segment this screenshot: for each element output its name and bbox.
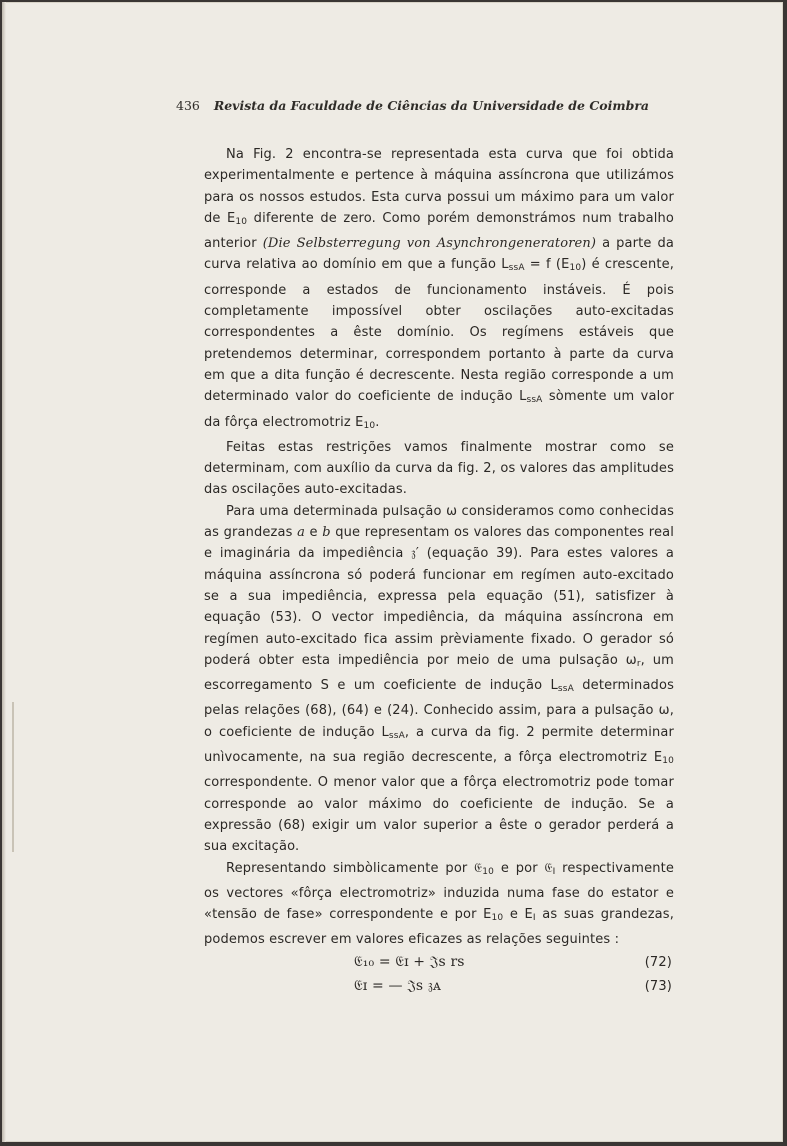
equation-73 — [204, 975, 674, 999]
equation-number: (72) — [644, 954, 672, 970]
equation-72 — [204, 951, 674, 975]
cited-work-title: (Die Selbsterregung von Asynchrongeneratoren) — [262, 236, 597, 252]
paragraph-2: Feitas estas restrições vamos finalmente mostrar como se determinam, com auxílio da curva da fig. 2, os valores das amplitudes das oscilações auto-excitadas. — [204, 439, 674, 498]
page-margin-mark — [12, 702, 14, 852]
equation-expression: 𝔈₁₀ = 𝔈ɪ + 𝔍s rs — [354, 953, 465, 970]
paragraph-4: Representando simbòlicamente por 𝔈$_{10}$ e por 𝔈$_I$ respectivamente os vectores «fôrça electromotriz» induzida numa fase do estator e «tensão de fase» correspondente e por $E_{10}$ e $E_I$ as suas grandezas, podemos escrever em valores eficazes as relações seguintes : — [204, 860, 674, 948]
paragraph-3: Para uma determinada pulsação ω consideramos como conhecidas as grandezas a e b que representam os valores das componentes real e imaginária da impediência 𝔷′ (equação 39). Para estes valores a máquina assíncrona só poderá funcionar em regímen auto-excitado se a sua impediência, expressa pela equação (51), satisfizer à equação (53). O vector impediência, da máquina assíncrona em regímen auto-excitado fica assim prèviamente fixado. O gerador só poderá obter esta impediência por meio de uma pulsação $\omega_r$, um escorregamento S e um coeficiente de indução $L_{ssA}$ determinados pelas relações (68), (64) e (24). Conhecido assim, para a pulsação ω, o coeficiente de indução $L_{ssA}$, a curva da fig. 2 permite determinar unìvocamente, na sua região decrescente, a fôrça electromotriz $E_{10}$ correspondente. O menor valor que a fôrça electromotriz pode tomar corresponde ao valor máximo do coeficiente de indução. Se a expressão (68) exigir um valor superior a êste o gerador perderá a sua excitação. — [204, 503, 675, 855]
running-title: Revista da Faculdade de Ciências da Universidade de Coimbra — [213, 98, 650, 113]
paragraph-1: Na Fig. 2 encontra-se representada esta curva que foi obtida experimentalmente e pertence à máquina assíncrona que utilizámos para os nossos estudos. Esta curva possui um máximo para um valor de $E_{10}$ diferente de zero. Como porém demonstrámos num trabalho anterior (Die Selbsterregung von Asynchrongeneratoren) a parte da curva relativa ao domínio em que a função $L_{ssA} = f$ $(E_{10})$ é crescente, corresponde a estados de funcionamento instáveis. É pois completamente impossível obter oscilações auto-excitadas correspondentes a êste domínio. Os regímens estáveis que pretendemos determinar, correspondem portanto à parte da curva em que a dita função é decrescente. Nesta região corresponde a um determinado valor do coeficiente de indução $L_{ssA}$ sòmente um valor da fôrça electromotriz $E_{10}$. — [204, 147, 675, 431]
equation-expression: 𝔈ɪ = — 𝔍s 𝔷ᴀ — [354, 977, 442, 994]
book-page — [2, 2, 783, 1142]
page-number: 436 — [176, 98, 200, 113]
running-header — [176, 98, 649, 113]
equation-number: (73) — [644, 978, 672, 994]
page-left-edge — [2, 2, 6, 1142]
body-text — [204, 144, 674, 999]
